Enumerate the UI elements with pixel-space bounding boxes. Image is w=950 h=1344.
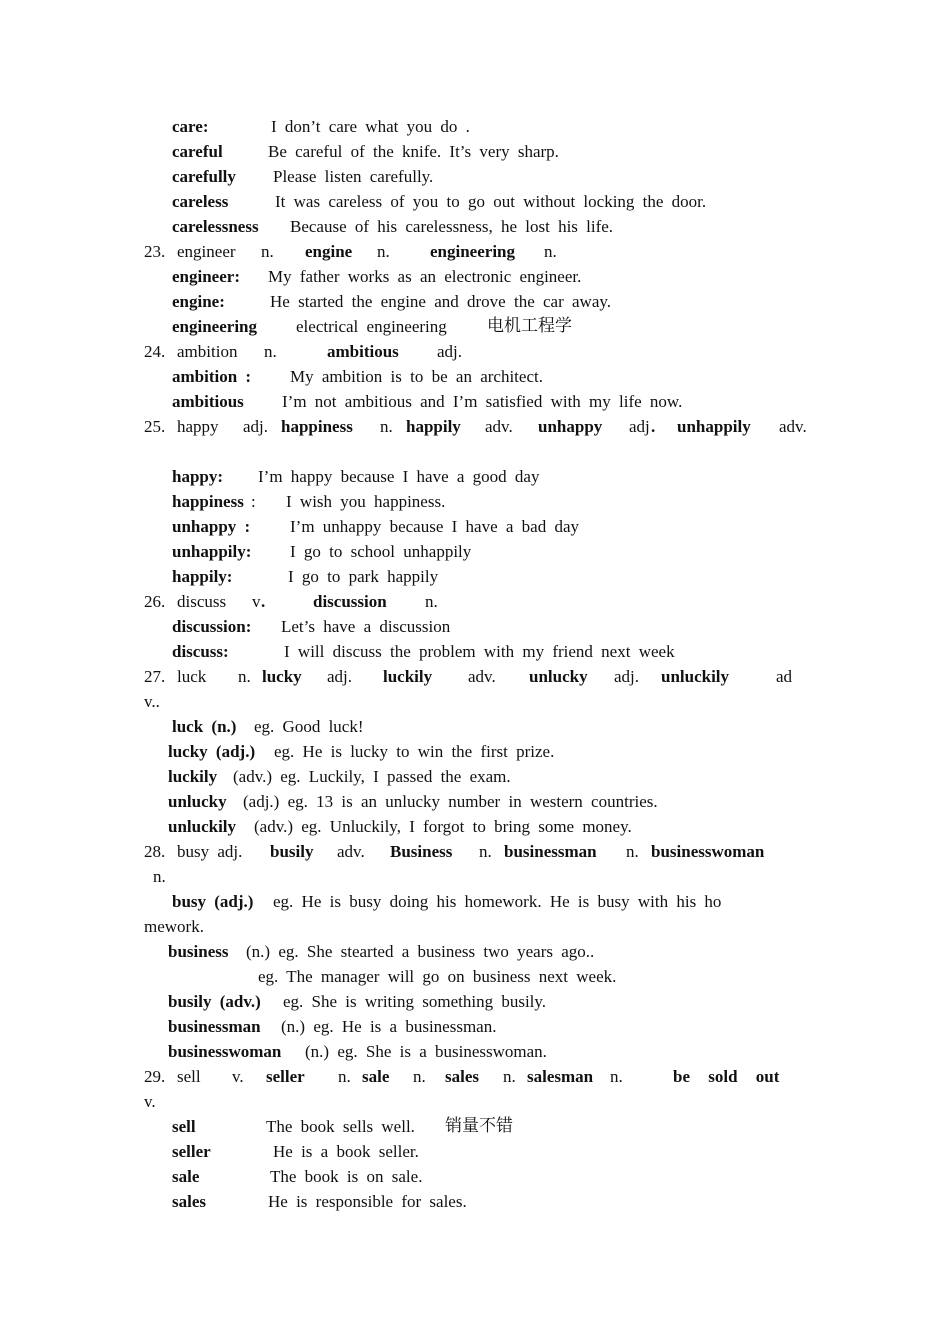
pos: n. — [380, 417, 393, 436]
example: eg. The manager will go on business next week. — [258, 967, 617, 986]
word: busy adj. — [177, 842, 243, 861]
word-bold: engineering — [430, 242, 515, 261]
pos: n. — [413, 1067, 426, 1086]
pos-wrap: n. — [153, 867, 166, 886]
headword: careless — [172, 192, 229, 211]
headword: ambitious — [172, 392, 244, 411]
pos: n. — [377, 242, 390, 261]
example: The book sells well. — [266, 1117, 415, 1136]
pos: adv. — [485, 417, 513, 436]
headword: luck (n.) — [172, 717, 237, 736]
pos: n. — [626, 842, 639, 861]
headword: sale — [172, 1167, 200, 1186]
word-bold: ambitious — [327, 342, 399, 361]
example: eg. Good luck! — [254, 717, 364, 736]
example: (adj.) eg. 13 is an unlucky number in western countries. — [243, 792, 658, 811]
headword: happy: — [172, 467, 224, 486]
example: He started the engine and drove the car away. — [270, 292, 612, 311]
headword: engineer: — [172, 267, 240, 286]
item-number-28: 28. — [144, 842, 166, 861]
headword: sell — [172, 1117, 196, 1136]
word-bold: unhappily — [677, 417, 751, 436]
word-bold: happily — [406, 417, 461, 436]
example: I wish you happiness. — [286, 492, 446, 511]
word-bold: be sold out — [673, 1067, 780, 1086]
punct: . — [261, 592, 266, 611]
example: I go to school unhappily — [290, 542, 472, 561]
headword: discuss: — [172, 642, 229, 661]
pos-wrap: v. — [144, 1092, 156, 1111]
word-bold: Business — [390, 842, 453, 861]
headword: luckily — [168, 767, 218, 786]
example: (n.) eg. He is a businessman. — [281, 1017, 497, 1036]
word-bold: busily — [270, 842, 314, 861]
punct: . — [651, 417, 656, 436]
item-number-24: 24. — [144, 342, 166, 361]
headword: unluckily — [168, 817, 237, 836]
item-number-25: 25. — [144, 417, 166, 436]
headword: ambition : — [172, 367, 252, 386]
word-bold: discussion — [313, 592, 387, 611]
pos: adv. — [337, 842, 365, 861]
headword-carefully — [172, 164, 236, 189]
example: The book is on sale. — [270, 1167, 423, 1186]
example: I’m happy because I have a good day — [258, 467, 540, 486]
word-bold: luckily — [383, 667, 433, 686]
item-number-27: 27. — [144, 667, 166, 686]
pos-wrap: v.. — [144, 692, 160, 711]
example: My father works as an electronic engineer. — [268, 267, 582, 286]
headword: happily: — [172, 567, 233, 586]
pos: n. — [338, 1067, 351, 1086]
pos: adv. — [779, 417, 807, 436]
example: (adv.) eg. Luckily, I passed the exam. — [233, 767, 511, 786]
example-carelessness: Because of his carelessness, he lost his life. — [290, 217, 614, 236]
word-bold: sales — [445, 1067, 479, 1086]
pos: adj. — [243, 417, 269, 436]
pos: n. — [238, 667, 251, 686]
pos: n. — [264, 342, 277, 361]
example-carefully: Please listen carefully. — [273, 167, 434, 186]
example: I go to park happily — [288, 567, 439, 586]
headword-carelessness — [172, 214, 259, 239]
word-bold: businesswoman — [651, 842, 765, 861]
headword-careful — [172, 139, 223, 164]
word: happy — [177, 417, 219, 436]
pos: n. — [544, 242, 557, 261]
word: luck — [177, 667, 207, 686]
headword: carelessness — [172, 217, 259, 236]
pos: v. — [232, 1067, 244, 1086]
pos: ad — [776, 667, 793, 686]
example: I’m not ambitious and I’m satisfied with my life now. — [282, 392, 683, 411]
chinese-translation: 电机工程学 — [487, 316, 572, 336]
headword: careful — [172, 142, 223, 161]
pos: n. — [503, 1067, 516, 1086]
headword: businessman — [168, 1017, 261, 1036]
headword: seller — [172, 1142, 211, 1161]
example: eg. She is writing something busily. — [283, 992, 547, 1011]
word: sell — [177, 1067, 201, 1086]
headword: care: — [172, 117, 209, 136]
headword: lucky (adj.) — [168, 742, 256, 761]
pos: n. — [425, 592, 438, 611]
headword: discussion: — [172, 617, 252, 636]
example: electrical engineering — [296, 317, 447, 336]
example-careful: Be careful of the knife. It’s very sharp. — [268, 142, 559, 161]
headword: sales — [172, 1192, 206, 1211]
example: (adv.) eg. Unluckily, I forgot to bring some money. — [254, 817, 632, 836]
word: ambition — [177, 342, 238, 361]
headword: carefully — [172, 167, 236, 186]
item-number-26: 26. — [144, 592, 166, 611]
word-bold: happiness — [281, 417, 353, 436]
word-bold: unhappy — [538, 417, 603, 436]
pos: adj. — [614, 667, 640, 686]
headword: engine: — [172, 292, 225, 311]
example: My ambition is to be an architect. — [290, 367, 543, 386]
example-care: I don’t care what you do . — [271, 117, 470, 136]
example: Let’s have a discussion — [281, 617, 451, 636]
example: I’m unhappy because I have a bad day — [290, 517, 580, 536]
word-bold: unluckily — [661, 667, 730, 686]
word-bold: sale — [362, 1067, 390, 1086]
headword: unlucky — [168, 792, 227, 811]
example: (n.) eg. She is a businesswoman. — [305, 1042, 547, 1061]
word: engineer — [177, 242, 236, 261]
item-number-29: 29. — [144, 1067, 166, 1086]
entry-care — [172, 114, 209, 139]
pos: v — [252, 592, 261, 611]
word-bold: seller — [266, 1067, 305, 1086]
headword: engineering — [172, 317, 257, 336]
pos: n. — [479, 842, 492, 861]
example: eg. He is busy doing his homework. He is busy with his ho — [273, 892, 722, 911]
word-bold: businessman — [504, 842, 597, 861]
headword: unhappy : — [172, 517, 251, 536]
headword: happiness — [172, 492, 244, 511]
pos: n. — [610, 1067, 623, 1086]
example-careless: It was careless of you to go out without locking the door. — [275, 192, 707, 211]
example: eg. He is lucky to win the first prize. — [274, 742, 555, 761]
headword-careless — [172, 189, 228, 214]
example: He is a book seller. — [273, 1142, 419, 1161]
headword: unhappily: — [172, 542, 252, 561]
pos: adj. — [437, 342, 463, 361]
word-bold: lucky — [262, 667, 302, 686]
pos: n. — [261, 242, 274, 261]
pos: adj. — [327, 667, 353, 686]
punct: : — [251, 492, 256, 511]
example: I will discuss the problem with my friend next week — [284, 642, 675, 661]
item-number-23: 23. — [144, 242, 166, 261]
headword: business — [168, 942, 229, 961]
headword: businesswoman — [168, 1042, 282, 1061]
word: discuss — [177, 592, 227, 611]
headword: busy (adj.) — [172, 892, 254, 911]
chinese-translation: 销量不错 — [445, 1116, 513, 1136]
example: He is responsible for sales. — [268, 1192, 467, 1211]
word-bold: unlucky — [529, 667, 588, 686]
headword: busily (adv.) — [168, 992, 261, 1011]
example-wrap: mework. — [144, 917, 204, 936]
pos: adv. — [468, 667, 496, 686]
word-bold: engine — [305, 242, 353, 261]
example: (n.) eg. She stearted a business two years ago.. — [246, 942, 595, 961]
word-bold: salesman — [527, 1067, 594, 1086]
pos: adj — [629, 417, 650, 436]
